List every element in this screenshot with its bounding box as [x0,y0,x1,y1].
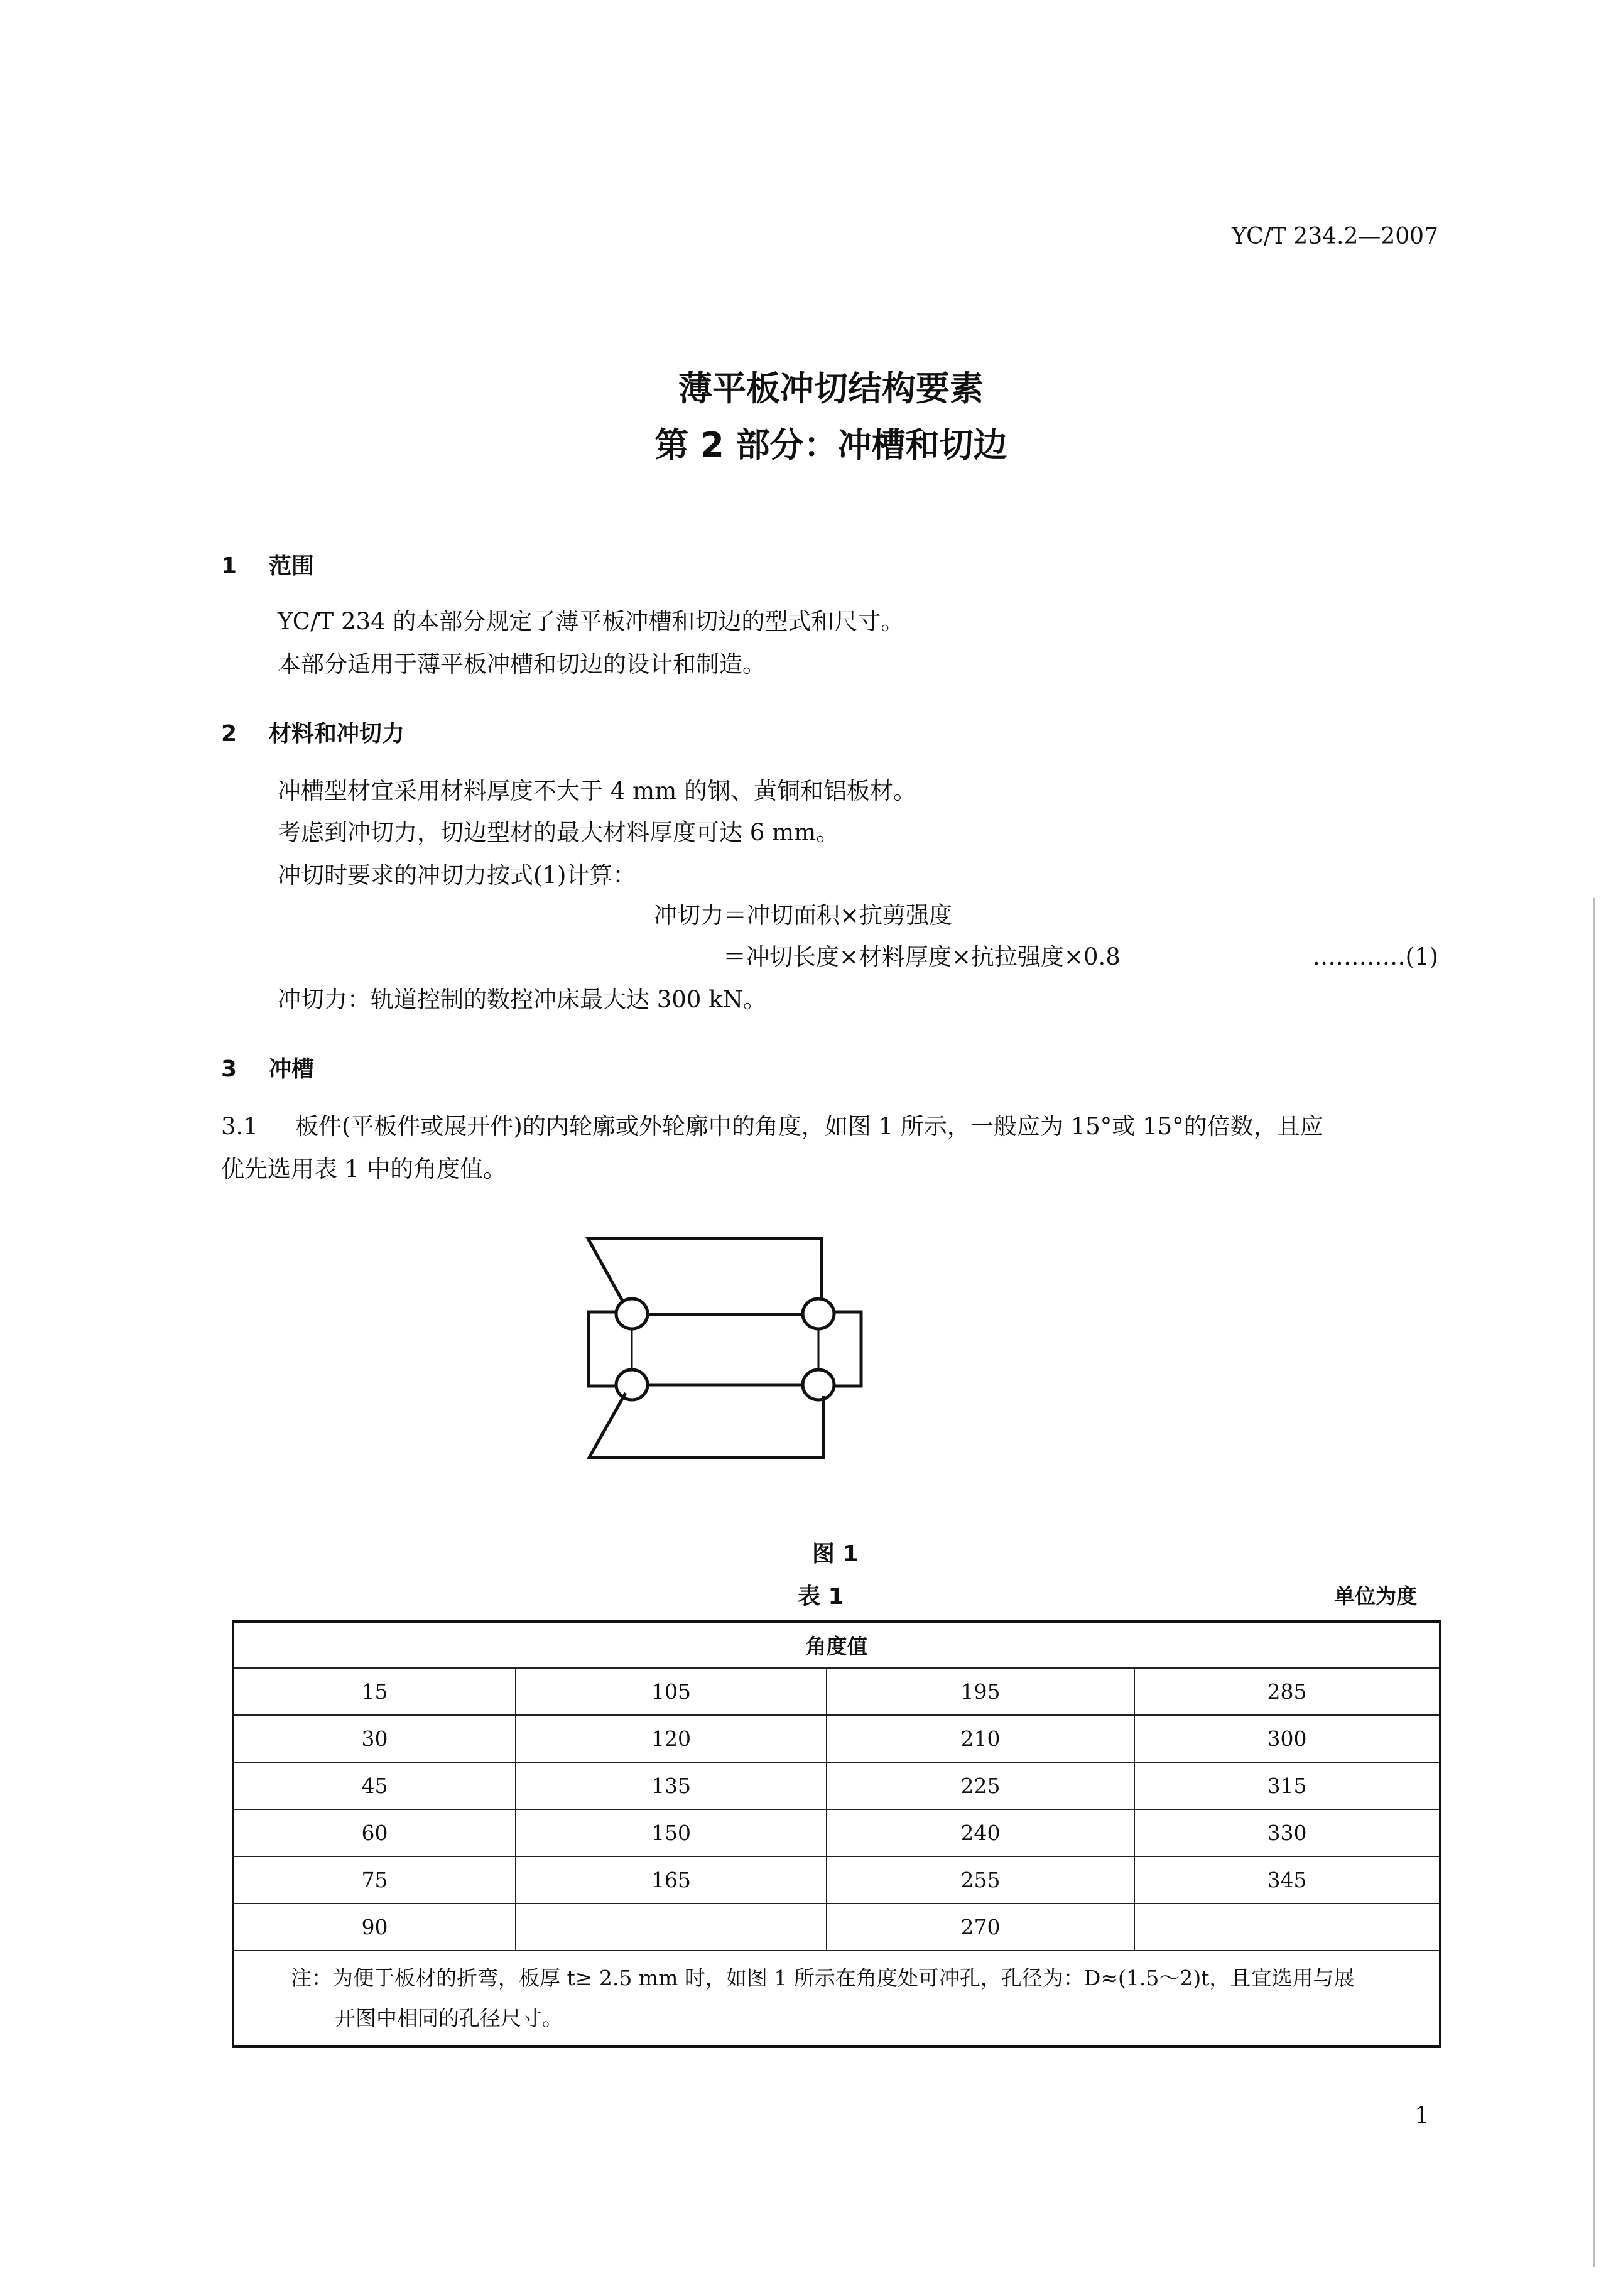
figure-caption: 图 1 [812,1541,859,1567]
punch-hole [803,1299,834,1329]
table-cell: 255 [827,1856,1134,1903]
table-cell: 60 [233,1809,516,1856]
table-cell: 75 [233,1856,516,1903]
page-number: 1 [1414,2102,1430,2129]
paragraph: YC/T 234 的本部分规定了薄平板冲槽和切边的型式和尺寸。 [278,608,904,635]
table-cell [1134,1903,1440,1951]
paragraph: 冲切力：轨道控制的数控冲床最大达 300 kN。 [278,986,766,1013]
section-heading-1: 1 范围 [221,553,315,579]
table-cell: 210 [827,1715,1134,1762]
table-note: 注：为便于板材的折弯，板厚 t≥ 2.5 mm 时，如图 1 所示在角度处可冲孔，孔径为：D≈(1.5～2)t，且宜选用与展 开图中相同的孔径尺寸。 [233,1951,1440,2047]
paragraph: 考虑到冲切力，切边型材的最大材料厚度可达 6 mm。 [278,819,840,846]
left-tab-outline [589,1312,617,1386]
table-header: 角度值 [233,1622,1440,1668]
table-cell: 345 [1134,1856,1440,1903]
formula-number: …………(1) [1312,943,1438,970]
table-row [233,1668,1440,1715]
punch-hole [616,1299,648,1329]
punch-hole [803,1370,834,1400]
right-tab-outline [833,1312,861,1386]
table-cell: 300 [1134,1715,1440,1762]
table-cell: 165 [516,1856,827,1903]
section-heading-3: 3 冲槽 [221,1056,315,1082]
table-cell: 105 [516,1668,827,1715]
table-cell: 90 [233,1903,516,1951]
top-blank-outline [588,1238,822,1303]
paragraph: 本部分适用于薄平板冲槽和切边的设计和制造。 [278,651,766,678]
paragraph: 冲切时要求的冲切力按式(1)计算： [278,862,636,889]
table-row [233,1809,1440,1856]
paragraph: 冲槽型材宜采用材料厚度不大于 4 mm 的钢、黄铜和铝板材。 [278,777,916,804]
table-cell: 270 [827,1903,1134,1951]
standard-code: YC/T 234.2—2007 [1232,224,1438,249]
table-cell: 15 [233,1668,516,1715]
formula-line-1: 冲切力＝冲切面积×抗剪强度 [654,902,953,929]
bottom-blank-outline [589,1393,823,1458]
table-row [233,1715,1440,1762]
table-cell [516,1903,827,1951]
table-row [233,1762,1440,1809]
section-heading-2: 2 材料和冲切力 [221,721,405,747]
paragraph: 优先选用表 1 中的角度值。 [221,1156,507,1183]
table-row [233,1856,1440,1903]
table-cell: 45 [233,1762,516,1809]
table-unit: 单位为度 [1334,1584,1417,1608]
table-cell: 195 [827,1668,1134,1715]
table-caption: 表 1 [798,1584,844,1610]
formula-line-2: ＝冲切长度×材料厚度×抗拉强度×0.8 [723,943,1121,970]
clause-3-1: 3.1 板件(平板件或展开件)的内轮廓或外轮廓中的角度，如图 1 所示，一般应为 15°或 15°的倍数，且应 [221,1113,1323,1140]
table-cell: 315 [1134,1762,1440,1809]
table-cell: 330 [1134,1809,1440,1856]
table-row [233,1903,1440,1951]
table-cell: 240 [827,1809,1134,1856]
page-subtitle: 第 2 部分：冲槽和切边 [654,425,1007,465]
punch-hole [616,1370,648,1400]
table-cell: 285 [1134,1668,1440,1715]
table-cell: 120 [516,1715,827,1762]
table-cell: 150 [516,1809,827,1856]
table-cell: 135 [516,1762,827,1809]
page-title: 薄平板冲切结构要素 [678,369,984,408]
scan-edge-line [1593,898,1595,2267]
table-cell: 30 [233,1715,516,1762]
angle-table [232,1620,1441,2048]
table-cell: 225 [827,1762,1134,1809]
